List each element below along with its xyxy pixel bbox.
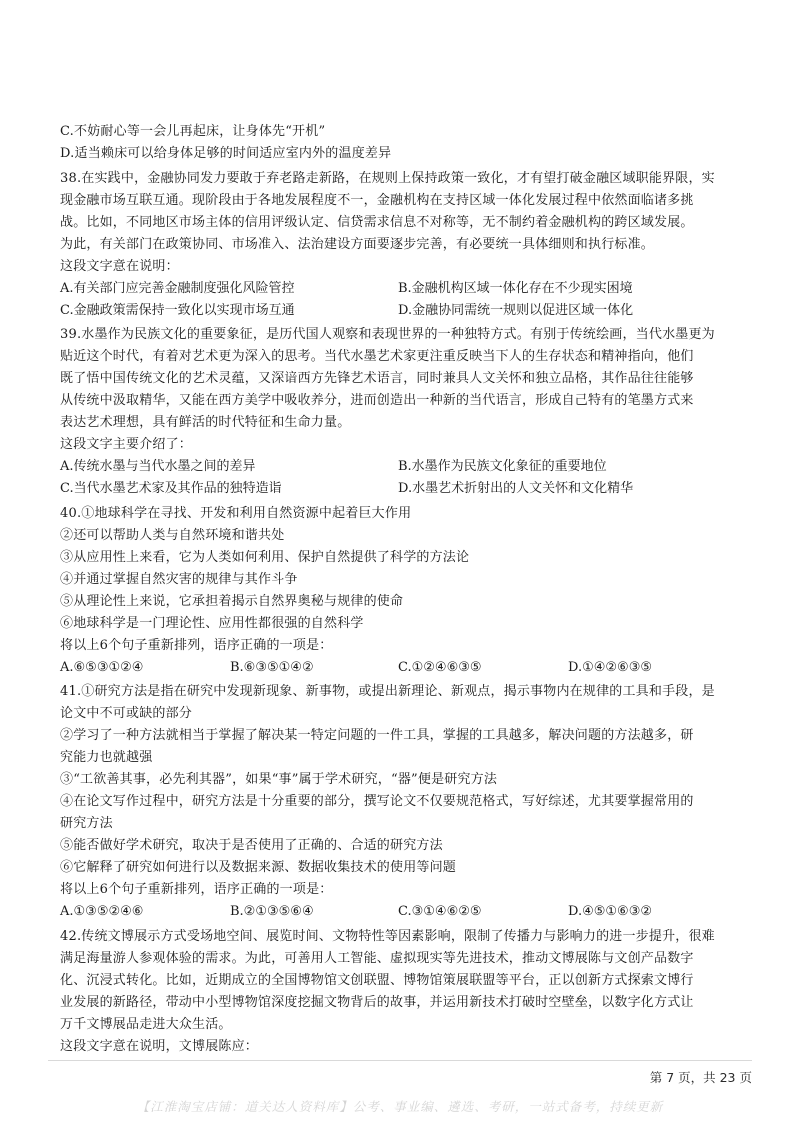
q39-option-c: C.当代水墨艺术家及其作品的独特造诣: [60, 481, 282, 496]
q38-option-c: C.金融政策需保持一致化以实现市场互通: [60, 303, 295, 318]
q38-line-3: 战。比如，不同地区市场主体的信用评级认定、信贷需求信息不对称等，无不制约着金融机构的跨区域发展。: [60, 215, 694, 230]
q40-option-a: A.⑥⑤③①②④: [60, 660, 144, 675]
q40-line-4: ④并通过掌握自然灾害的规律与其作斗争: [60, 572, 298, 587]
q40-prompt: 将以上6个句子重新排列，语序正确的一项是：: [60, 638, 333, 653]
q40-line-6: ⑥地球科学是一门理论性、应用性都很强的自然科学: [60, 616, 364, 631]
q40-option-b: B.⑥③⑤①④②: [230, 660, 314, 675]
q39-option-b: B.水墨作为民族文化象征的重要地位: [398, 459, 607, 474]
q41-line-4: 究能力也就越强: [60, 750, 153, 765]
q41-line-9: ⑥它解释了研究如何进行以及数据来源、数据收集技术的使用等问题: [60, 860, 457, 875]
q41-option-c: C.③①④⑥②⑤: [398, 904, 482, 919]
q37-option-c: C.不妨耐心等一会儿再起床，让身体先“开机”: [60, 124, 326, 139]
q38-line-1: 38.在实践中，金融协同发力要敢于弃老路走新路，在规则上保持政策一致化，才有望打破金融区域职能界限，实: [60, 171, 715, 186]
q39-line-4: 从传统中汲取精华，又能在西方美学中吸收养分，进而创造出一种新的当代语言，形成自己特有的笔墨方式来: [60, 393, 694, 408]
q42-line-3: 化、沉浸式转化。比如，近期成立的全国博物馆文创联盟、博物馆策展联盟等平台，正以创新方式探索文博行: [60, 973, 694, 988]
q41-line-2: 论文中不可或缺的部分: [60, 706, 193, 721]
page-number: 第 7 页，共 23 页: [649, 1070, 752, 1085]
q39-prompt: 这段文字主要介绍了：: [60, 437, 193, 452]
q39-option-d: D.水墨艺术折射出的人文关怀和文化精华: [398, 481, 634, 496]
q41-option-b: B.②①③⑤⑥④: [230, 904, 314, 919]
q38-option-b: B.金融机构区域一体化存在不少现实困境: [398, 281, 633, 296]
q42-prompt: 这段文字意在说明，文博展陈应：: [60, 1039, 259, 1054]
q40-line-2: ②还可以帮助人类与自然环境和谐共处: [60, 528, 285, 543]
q39-line-3: 既了悟中国传统文化的艺术灵蕴，又深谙西方先锋艺术语言，同时兼具人文关怀和独立品格，其作品往往能够: [60, 371, 694, 386]
watermark-text: 【江淮淘宝店铺：道关达人资料库】公考、事业编、遴选、考研，一站式备考，持续更新: [136, 1099, 664, 1114]
q40-option-c: C.①②④⑥③⑤: [398, 660, 482, 675]
q41-line-3: ②学习了一种方法就相当于掌握了解决某一特定问题的一件工具，掌握的工具越多，解决问题的方法越多，研: [60, 728, 694, 743]
q42-line-1: 42.传统文博展示方式受场地空间、展览时间、文物特性等因素影响，限制了传播力与影响力的进一步提升，很难: [60, 929, 715, 944]
q42-line-2: 满足海量游人参观体验的需求。为此，可善用人工智能、虚拟现实等先进技术，推动文博展陈与文创产品数字: [60, 951, 694, 966]
q40-line-5: ⑤从理论性上来说，它承担着揭示自然界奥秘与规律的使命: [60, 594, 404, 609]
q38-prompt: 这段文字意在说明：: [60, 259, 179, 274]
q41-line-8: ⑤能否做好学术研究，取决于是否使用了正确的、合适的研究方法: [60, 838, 443, 853]
q41-prompt: 将以上6个句子重新排列，语序正确的一项是：: [60, 882, 333, 897]
q39-line-2: 贴近这个时代，有着对艺术更为深入的思考。当代水墨艺术家更注重反映当下人的生存状态和精神指向，他们: [60, 349, 694, 364]
q42-line-4: 业发展的新路径，带动中小型博物馆深度挖掘文物背后的故事，并运用新技术打破时空壁垒，以数字化方式让: [60, 995, 694, 1010]
q41-option-d: D.④⑤①⑥③②: [568, 904, 653, 919]
q40-option-d: D.①④②⑥③⑤: [568, 660, 653, 675]
q40-line-3: ③从应用性上来看，它为人类如何利用、保护自然提供了科学的方法论: [60, 550, 470, 565]
q41-option-a: A.①③⑤②④⑥: [60, 904, 144, 919]
footer-divider: [48, 1060, 752, 1061]
q41-line-5: ③“工欲善其事，必先利其器”，如果“事”属于学术研究，“器”便是研究方法: [60, 772, 498, 787]
q38-option-d: D.金融协同需统一规则以促进区域一体化: [398, 303, 634, 318]
q39-option-a: A.传统水墨与当代水墨之间的差异: [60, 459, 256, 474]
q37-option-d: D.适当赖床可以给身体足够的时间适应室内外的温度差异: [60, 146, 392, 161]
q41-line-7: 研究方法: [60, 816, 113, 831]
q38-line-4: 为此，有关部门在政策协同、市场准入、法治建设方面要逐步完善，有必要统一具体细则和执行标准。: [60, 237, 655, 252]
q38-option-a: A.有关部门应完善金融制度强化风险管控: [60, 281, 295, 296]
q42-line-5: 万千文博展品走进大众生活。: [60, 1017, 232, 1032]
q40-line-1: 40.①地球科学在寻找、开发和利用自然资源中起着巨大作用: [60, 506, 412, 521]
q38-line-2: 现金融市场互联互通。现阶段由于各地发展程度不一，金融机构在支持区域一体化发展过程中依然面临诸多挑: [60, 193, 694, 208]
q41-line-6: ④在论文写作过程中，研究方法是十分重要的部分，撰写论文不仅要规范格式，写好综述，尤其要掌握常用的: [60, 794, 694, 809]
q39-line-1: 39.水墨作为民族文化的重要象征，是历代国人观察和表现世界的一种独特方式。有别于传统绘画，当代水墨更为: [60, 327, 715, 342]
q39-line-5: 表达艺术理想，具有鲜活的时代特征和生命力量。: [60, 415, 351, 430]
q41-line-1: 41.①研究方法是指在研究中发现新现象、新事物，或提出新理论、新观点，揭示事物内在规律的工具和手段，是: [60, 684, 715, 699]
